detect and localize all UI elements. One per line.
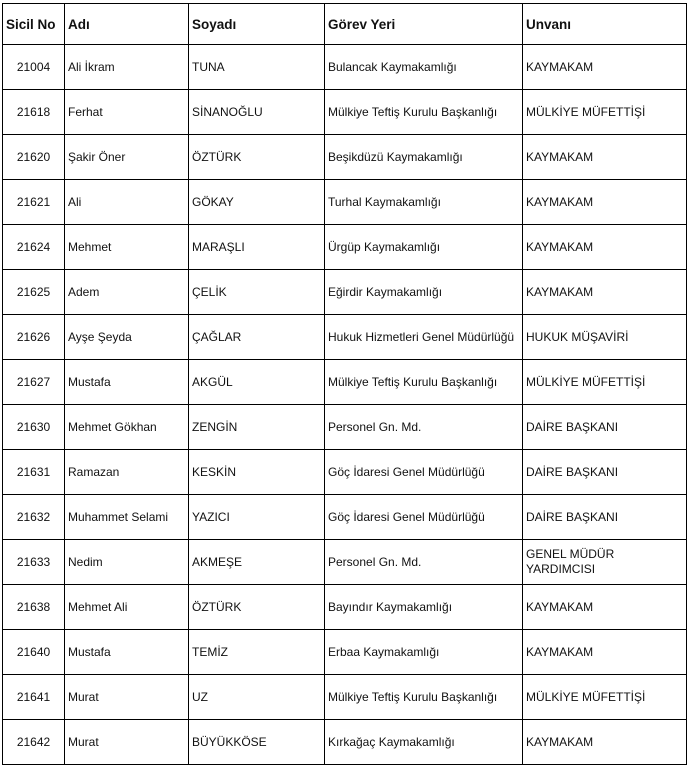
header-gorev-yeri: Görev Yeri bbox=[325, 4, 523, 45]
cell-sicil-no: 21631 bbox=[3, 450, 65, 495]
cell-gorev-yeri: Ürgüp Kaymakamlığı bbox=[325, 225, 523, 270]
table-row bbox=[3, 720, 687, 765]
cell-gorev-yeri: Mülkiye Teftiş Kurulu Başkanlığı bbox=[325, 360, 523, 405]
cell-sicil-no: 21633 bbox=[3, 540, 65, 585]
header-unvani: Unvanı bbox=[523, 4, 687, 45]
cell-sicil-no: 21640 bbox=[3, 630, 65, 675]
cell-gorev-yeri: Personel Gn. Md. bbox=[325, 405, 523, 450]
cell-soyadi: SİNANOĞLU bbox=[189, 90, 325, 135]
cell-unvani: MÜLKİYE MÜFETTİŞİ bbox=[523, 360, 687, 405]
cell-adi: Ayşe Şeyda bbox=[65, 315, 189, 360]
cell-unvani: KAYMAKAM bbox=[523, 225, 687, 270]
cell-adi: Ferhat bbox=[65, 90, 189, 135]
table-row bbox=[3, 90, 687, 135]
cell-unvani: KAYMAKAM bbox=[523, 270, 687, 315]
cell-soyadi: AKMEŞE bbox=[189, 540, 325, 585]
cell-sicil-no: 21642 bbox=[3, 720, 65, 765]
cell-unvani: DAİRE BAŞKANI bbox=[523, 450, 687, 495]
header-sicil-no: Sicil No bbox=[3, 4, 65, 45]
table-row bbox=[3, 315, 687, 360]
cell-soyadi: ÖZTÜRK bbox=[189, 135, 325, 180]
cell-soyadi: MARAŞLI bbox=[189, 225, 325, 270]
cell-adi: Murat bbox=[65, 675, 189, 720]
table-header bbox=[3, 4, 687, 45]
table-row bbox=[3, 405, 687, 450]
cell-gorev-yeri: Göç İdaresi Genel Müdürlüğü bbox=[325, 495, 523, 540]
personnel-table bbox=[2, 3, 687, 765]
cell-sicil-no: 21621 bbox=[3, 180, 65, 225]
cell-adi: Ali İkram bbox=[65, 45, 189, 90]
cell-unvani: MÜLKİYE MÜFETTİŞİ bbox=[523, 675, 687, 720]
cell-unvani: KAYMAKAM bbox=[523, 180, 687, 225]
cell-soyadi: ÖZTÜRK bbox=[189, 585, 325, 630]
table-row bbox=[3, 675, 687, 720]
cell-gorev-yeri: Hukuk Hizmetleri Genel Müdürlüğü bbox=[325, 315, 523, 360]
cell-soyadi: UZ bbox=[189, 675, 325, 720]
header-row bbox=[3, 4, 687, 45]
cell-gorev-yeri: Mülkiye Teftiş Kurulu Başkanlığı bbox=[325, 90, 523, 135]
cell-gorev-yeri: Turhal Kaymakamlığı bbox=[325, 180, 523, 225]
cell-adi: Adem bbox=[65, 270, 189, 315]
cell-soyadi: GÖKAY bbox=[189, 180, 325, 225]
cell-adi: Murat bbox=[65, 720, 189, 765]
cell-adi: Muhammet Selami bbox=[65, 495, 189, 540]
cell-adi: Ramazan bbox=[65, 450, 189, 495]
table-row bbox=[3, 585, 687, 630]
cell-soyadi: ÇAĞLAR bbox=[189, 315, 325, 360]
cell-gorev-yeri: Personel Gn. Md. bbox=[325, 540, 523, 585]
cell-sicil-no: 21626 bbox=[3, 315, 65, 360]
header-soyadi: Soyadı bbox=[189, 4, 325, 45]
cell-soyadi: ZENGİN bbox=[189, 405, 325, 450]
cell-adi: Mustafa bbox=[65, 360, 189, 405]
table-row bbox=[3, 45, 687, 90]
cell-sicil-no: 21638 bbox=[3, 585, 65, 630]
table-row bbox=[3, 495, 687, 540]
cell-adi: Mustafa bbox=[65, 630, 189, 675]
cell-unvani: KAYMAKAM bbox=[523, 720, 687, 765]
cell-unvani: DAİRE BAŞKANI bbox=[523, 495, 687, 540]
cell-soyadi: BÜYÜKKÖSE bbox=[189, 720, 325, 765]
cell-adi: Ali bbox=[65, 180, 189, 225]
cell-gorev-yeri: Göç İdaresi Genel Müdürlüğü bbox=[325, 450, 523, 495]
cell-sicil-no: 21641 bbox=[3, 675, 65, 720]
table-row bbox=[3, 135, 687, 180]
cell-unvani: KAYMAKAM bbox=[523, 585, 687, 630]
cell-unvani: HUKUK MÜŞAVİRİ bbox=[523, 315, 687, 360]
cell-gorev-yeri: Bulancak Kaymakamlığı bbox=[325, 45, 523, 90]
cell-adi: Mehmet Gökhan bbox=[65, 405, 189, 450]
cell-unvani: KAYMAKAM bbox=[523, 135, 687, 180]
cell-unvani: DAİRE BAŞKANI bbox=[523, 405, 687, 450]
table-row bbox=[3, 360, 687, 405]
cell-unvani: GENEL MÜDÜR YARDIMCISI bbox=[523, 540, 687, 585]
cell-soyadi: ÇELİK bbox=[189, 270, 325, 315]
cell-adi: Mehmet bbox=[65, 225, 189, 270]
cell-sicil-no: 21632 bbox=[3, 495, 65, 540]
cell-gorev-yeri: Erbaa Kaymakamlığı bbox=[325, 630, 523, 675]
cell-sicil-no: 21624 bbox=[3, 225, 65, 270]
cell-soyadi: YAZICI bbox=[189, 495, 325, 540]
cell-soyadi: KESKİN bbox=[189, 450, 325, 495]
cell-sicil-no: 21618 bbox=[3, 90, 65, 135]
cell-gorev-yeri: Kırkağaç Kaymakamlığı bbox=[325, 720, 523, 765]
cell-sicil-no: 21004 bbox=[3, 45, 65, 90]
cell-adi: Nedim bbox=[65, 540, 189, 585]
cell-sicil-no: 21630 bbox=[3, 405, 65, 450]
header-adi: Adı bbox=[65, 4, 189, 45]
cell-sicil-no: 21625 bbox=[3, 270, 65, 315]
cell-gorev-yeri: Bayındır Kaymakamlığı bbox=[325, 585, 523, 630]
cell-soyadi: AKGÜL bbox=[189, 360, 325, 405]
table-row bbox=[3, 630, 687, 675]
cell-gorev-yeri: Beşikdüzü Kaymakamlığı bbox=[325, 135, 523, 180]
cell-adi: Mehmet Ali bbox=[65, 585, 189, 630]
cell-unvani: KAYMAKAM bbox=[523, 630, 687, 675]
table-row bbox=[3, 540, 687, 585]
table-row bbox=[3, 450, 687, 495]
cell-unvani: MÜLKİYE MÜFETTİŞİ bbox=[523, 90, 687, 135]
table-body bbox=[3, 45, 687, 765]
cell-gorev-yeri: Mülkiye Teftiş Kurulu Başkanlığı bbox=[325, 675, 523, 720]
cell-sicil-no: 21627 bbox=[3, 360, 65, 405]
cell-unvani: KAYMAKAM bbox=[523, 45, 687, 90]
table-row bbox=[3, 270, 687, 315]
cell-soyadi: TUNA bbox=[189, 45, 325, 90]
table-row bbox=[3, 180, 687, 225]
cell-adi: Şakir Öner bbox=[65, 135, 189, 180]
cell-soyadi: TEMİZ bbox=[189, 630, 325, 675]
table-row bbox=[3, 225, 687, 270]
cell-sicil-no: 21620 bbox=[3, 135, 65, 180]
cell-gorev-yeri: Eğirdir Kaymakamlığı bbox=[325, 270, 523, 315]
